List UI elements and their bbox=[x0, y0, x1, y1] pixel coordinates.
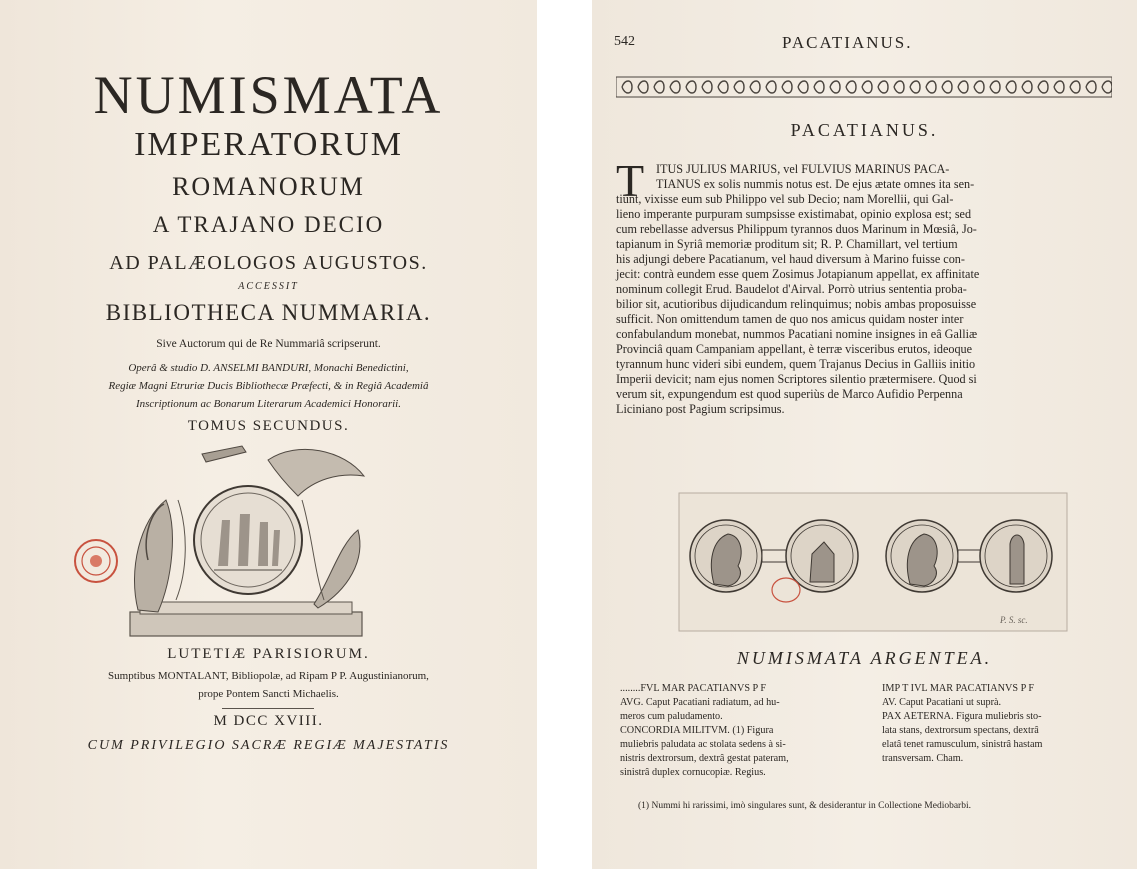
body-line: lieno imperante purpuram sumpsisse existimabat, opinio explosa est; sed bbox=[616, 207, 972, 221]
body-line: bilior sit, acutioribus dijudicandum relinquimus; nobis ambas proposuisse bbox=[616, 297, 977, 311]
body-line: Imperii devicit; nam ejus nomen Scriptores silentio prætermisere. Quod si bbox=[616, 372, 977, 386]
privilege-line: CUM PRIVILEGIO SACRÆ REGIÆ MAJESTATIS bbox=[87, 738, 450, 753]
subtitle-sive: Sive Auctorum qui de Re Nummariâ scripserunt. bbox=[156, 338, 381, 350]
body-line: jecit: contrà eundem esse quem Zosimus Jotapianum appellat, ex affinitate bbox=[616, 267, 980, 281]
col-left-line: AVG. Caput Pacatiani radiatum, ad hu- bbox=[620, 697, 780, 708]
col-right-line: IMP T IVL MAR PACATIANVS P F bbox=[882, 683, 1035, 694]
author-line-1: Operâ & studio D. ANSELMI BANDURI, Monachi Benedictini, bbox=[128, 362, 409, 374]
body-line: Provinciâ quam Campaniam appellant, è terræ visceribus erutos, ideoque bbox=[616, 342, 973, 356]
title-imperatorum: IMPERATORUM bbox=[134, 126, 403, 163]
body-line: tiunt, vixisse eum sub Philippo vel sub Decio; nam Morellii, qui Gal- bbox=[616, 192, 954, 206]
plate-signature: P. S. sc. bbox=[1000, 615, 1028, 625]
body-line: confabulandum monebat, nummos Pacatiani nomine insignes in eâ Galliæ bbox=[616, 327, 978, 341]
col-left-line: muliebris paludata ac stolata sedens à si- bbox=[620, 739, 786, 750]
title-numismata: NUMISMATA bbox=[93, 65, 444, 125]
ornament-band bbox=[616, 76, 1112, 98]
col-left-line: CONCORDIA MILITVM. (1) Figura bbox=[620, 725, 774, 736]
drop-cap: T bbox=[616, 155, 645, 206]
col-left-line: meros cum paludamento. bbox=[620, 711, 723, 722]
title-romanorum: ROMANORUM bbox=[172, 172, 365, 201]
col-right-line: lata stans, dextrorsum spectans, dextrâ bbox=[882, 725, 1039, 736]
body-line: ITUS JULIUS MARIUS, vel FULVIUS MARINUS PACA- bbox=[656, 162, 950, 176]
volume-label: TOMUS SECUNDUS. bbox=[187, 418, 350, 434]
body-line: nominum collegit Erud. Baudelot d'Airval. Porrò utrius sententia proba- bbox=[616, 282, 967, 296]
col-right-line: AV. Caput Pacatiani ut suprà. bbox=[882, 697, 1002, 708]
coin-obverse-2 bbox=[886, 520, 958, 592]
publisher-line-2: prope Pontem Sancti Michaelis. bbox=[198, 688, 339, 700]
author-line-3: Inscriptionum ac Bonarum Literarum Academici Honorarii. bbox=[135, 398, 401, 410]
body-line: cum rebellasse adversus Philippum tyrannos duos Marinum in Mœsiâ, Jo- bbox=[616, 222, 977, 236]
body-line: sufficit. Non omittendum tamen de quo nos amicus quidam noster inter bbox=[616, 312, 964, 326]
section-subheading: NUMISMATA ARGENTEA. bbox=[736, 648, 993, 668]
coin-obverse-1 bbox=[690, 520, 762, 592]
body-line: verum sit, expungendum est quod superiùs de Marco Aufidio Perpenna bbox=[616, 387, 963, 401]
place-of-publication: LUTETIÆ PARISIORUM. bbox=[167, 646, 370, 662]
coin-plate bbox=[678, 492, 1068, 632]
publisher-line-1: Sumptibus MONTALANT, Bibliopolæ, ad Ripam P P. Augustinianorum, bbox=[108, 670, 429, 682]
title-divider bbox=[222, 708, 314, 709]
accessit-label: ACCESSIT bbox=[238, 281, 299, 292]
col-right-line: PAX AETERNA. Figura muliebris sto- bbox=[882, 711, 1042, 722]
author-line-2: Regiæ Magni Etruriæ Ducis Bibliothecæ Præfecti, & in Regiâ Academiâ bbox=[108, 380, 429, 392]
coin-reverse-2 bbox=[980, 520, 1052, 592]
col-left-line: nistris dextrorsum, dextrâ gestat pateram, bbox=[620, 753, 789, 764]
body-line: tapianum in Syriâ memoriæ proditum sit; R. P. Chamillart, vel tertium bbox=[616, 237, 958, 251]
title-page bbox=[0, 0, 537, 869]
text-page bbox=[592, 0, 1137, 869]
publication-date: M DCC XVIII. bbox=[213, 713, 324, 729]
running-head: PACATIANUS. bbox=[782, 33, 913, 52]
col-left-line: ........FVL MAR PACATIANVS P F bbox=[620, 683, 767, 694]
col-right-line: transversam. Cham. bbox=[882, 753, 964, 764]
section-heading: PACATIANUS. bbox=[790, 120, 939, 140]
engraving-vignette bbox=[118, 440, 380, 642]
title-a-trajano-decio: A TRAJANO DECIO bbox=[152, 212, 385, 237]
body-line: Liciniano post Pagium scripsimus. bbox=[616, 402, 785, 416]
body-line: tyrannum hunc videri sibi eundem, quem Trajanus Decius in Galliis initio bbox=[616, 357, 976, 371]
page-number: 542 bbox=[614, 34, 635, 49]
bibliotheca-nummaria: BIBLIOTHECA NUMMARIA. bbox=[105, 300, 432, 325]
body-line: his adjungi debere Pacatianum, vel haud diversum à Marino fuisse con- bbox=[616, 252, 965, 266]
title-ad-palaeologos: AD PALÆOLOGOS AUGUSTOS. bbox=[109, 252, 428, 274]
body-line: TIANUS ex solis nummis notus est. De ejus ætate omnes ita sen- bbox=[656, 177, 975, 191]
col-right-line: elatâ tenet ramusculum, sinistrâ hastam bbox=[882, 739, 1043, 750]
footnote: (1) Nummi hi rarissimi, imò singulares sunt, & desiderantur in Collectione Mediobarbi. bbox=[638, 801, 971, 811]
coin-reverse-1 bbox=[786, 520, 858, 592]
library-stamp bbox=[72, 537, 120, 585]
col-left-line: sinistrâ duplex cornucopiæ. Regius. bbox=[620, 767, 766, 778]
